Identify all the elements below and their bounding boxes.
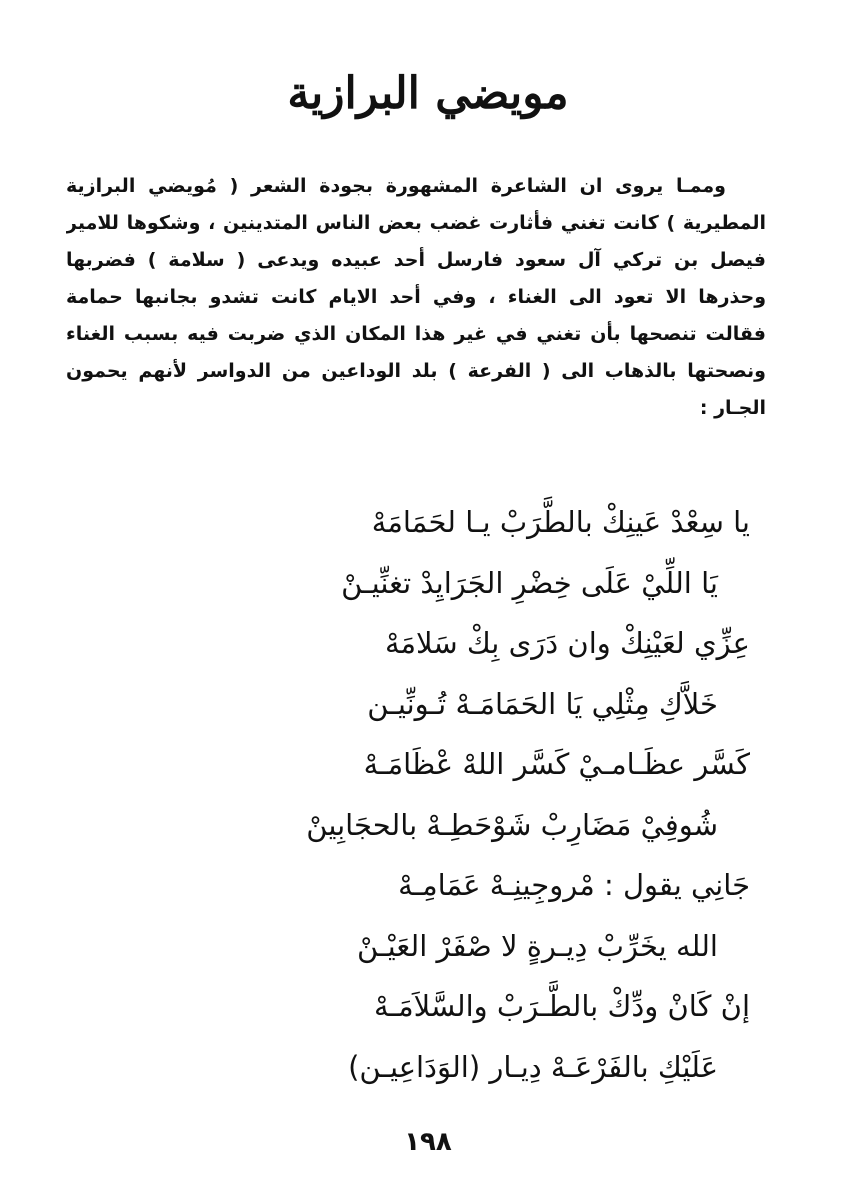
prose-line: فيصل بن تركي آل سعود فارسل أحد عبيده ويدعى ( سلامة ) فضربها xyxy=(66,249,766,271)
prose-paragraph xyxy=(66,168,766,427)
prose-line: وحذرها الا تعود الى الغناء ، وفي أحد الايام كانت تشدو بجانبها حمامة xyxy=(66,286,766,308)
poem-verse: شُوفِيْ مَضَارِبْ شَوْحَطِـهْ بالحجَابِينْ xyxy=(306,807,718,842)
poem-verse: يا سِعْدْ عَينِكْ بالطَّرَبْ يـا لحَمَامَهْ xyxy=(371,505,750,539)
poem-verse: جَانِي يقول : مْروجِينِـهْ عَمَامِـهْ xyxy=(398,868,750,902)
poem-verse: كَسَّر عظَـامـيْ كَسَّر اللهْ عْظَامَـهْ xyxy=(363,747,750,781)
poem-verse: خَلاَّكِ مِثْلِي يَا الحَمَامَـهْ تُـونِّيـن xyxy=(367,686,718,721)
poem xyxy=(90,492,750,1097)
page-number: ١٩٨ xyxy=(404,1127,452,1157)
poem-verse: الله يخَرِّبْ دِيـرةٍ لا صْفَرْ العَيْـنْ xyxy=(357,928,718,963)
poem-verse: يَا اللِّيْ عَلَى خِضْرِ الجَرَايِدْ تغنِّيـنْ xyxy=(341,565,718,600)
prose-line: المطيرية ) كانت تغني فأثارت غضب بعض الناس المتدينين ، وشكوها للامير xyxy=(66,212,766,234)
poem-verse: عِزِّي لعَيْنِكْ وان دَرَى بِكْ سَلامَهْ xyxy=(384,626,750,660)
poem-verse: إنْ كَانْ ودِّكْ بالطَّـرَبْ والسَّلاَمَـهْ xyxy=(374,989,750,1023)
poem-verse: عَلَيْكِ بالفَرْعَـهْ دِيـار (الوَدَاعِيـن) xyxy=(348,1049,718,1084)
prose-line: ونصحتها بالذهاب الى ( الفرعة ) بلد الوداعين من الدواسر لأنهم يحمون xyxy=(66,360,766,382)
page-title: مويضي البرازية xyxy=(287,68,569,119)
prose-line: وممـا يروى ان الشاعرة المشهورة بجودة الشعر ( مُويضي البرازية xyxy=(66,175,726,197)
prose-line: الجـار : xyxy=(699,397,766,419)
prose-line: فقالت تنصحها بأن تغني في غير هذا المكان الذي ضربت فيه بسبب الغناء xyxy=(66,323,766,345)
